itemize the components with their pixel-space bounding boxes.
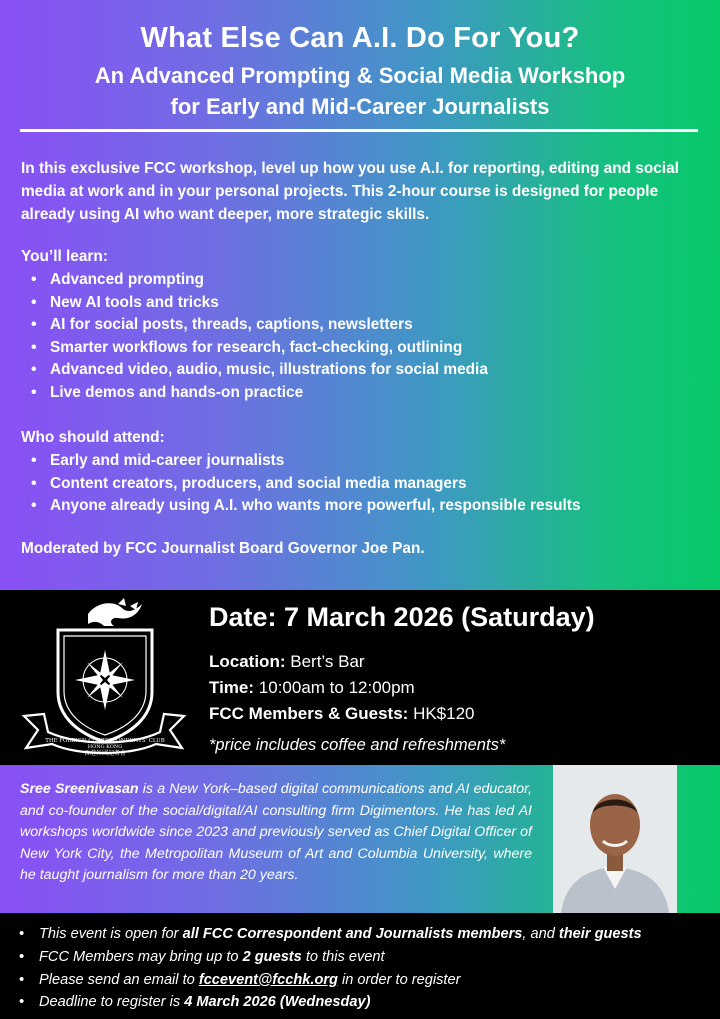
title-divider <box>20 129 698 132</box>
speaker-photo <box>553 765 677 913</box>
footer-item-guests <box>19 946 642 969</box>
footer-item-eligibility <box>19 923 642 946</box>
crest-text-line1: THE FOREIGN CORRESPONDENTS' CLUB <box>45 738 165 744</box>
attend-item: • Content creators, producers, and social media managers <box>21 473 581 496</box>
footer-text: Deadline to register is <box>39 994 185 1011</box>
attend-label: Who should attend: <box>21 429 165 446</box>
event-time <box>209 678 415 698</box>
attend-list <box>21 450 581 518</box>
crest-chinese: 香港外國記者會 <box>83 750 127 757</box>
event-price <box>209 704 475 724</box>
speaker-bio <box>20 779 532 887</box>
price-note: *price includes coffee and refreshments* <box>209 736 506 754</box>
learn-item: • Advanced prompting <box>21 269 488 292</box>
learn-item: • Advanced video, audio, music, illustrations for social media <box>21 359 488 382</box>
footer-emphasis: 2 guests <box>242 948 302 965</box>
footer-emphasis: all FCC Correspondent and Journalists members <box>182 926 523 942</box>
event-date: Date: 7 March 2026 (Saturday) <box>209 602 595 632</box>
registration-list <box>19 923 642 1014</box>
attend-item: • Anyone already using A.I. who wants more powerful, responsible results <box>21 495 581 518</box>
learn-item: • Live demos and hands-on practice <box>21 382 488 405</box>
price-label: FCC Members & Guests: <box>209 704 409 723</box>
time-value: 10:00am to 12:00pm <box>258 678 415 697</box>
time-label: Time: <box>209 678 255 697</box>
event-location <box>209 652 365 672</box>
footer-text: , and <box>522 926 559 942</box>
registration-footer <box>0 913 720 1019</box>
event-details-band <box>0 590 720 765</box>
learn-item: • AI for social posts, threads, captions, newsletters <box>21 314 488 337</box>
price-value: HK$120 <box>413 704 475 723</box>
footer-emphasis: 4 March 2026 (Wednesday) <box>184 994 371 1011</box>
speaker-name: Sree Sreenivasan <box>20 781 139 797</box>
moderator-line: Moderated by FCC Journalist Board Governor Joe Pan. <box>21 540 425 557</box>
learn-label: You’ll learn: <box>21 248 108 265</box>
page-title: What Else Can A.I. Do For You? <box>140 22 580 54</box>
footer-text: in order to register <box>337 971 461 988</box>
learn-list <box>21 269 488 405</box>
intro-paragraph: In this exclusive FCC workshop, level up how you use A.I. for reporting, editing and social media at work and in your personal projects. This 2-hour course is designed for people already using AI who want deeper, more strategic skills. <box>21 160 679 223</box>
fcc-crest-logo <box>18 596 190 760</box>
attend-item: • Early and mid-career journalists <box>21 450 581 473</box>
location-value: Bert’s Bar <box>290 652 365 671</box>
speaker-bio-text: is a New York–based digital communications and AI educator, and co-founder of the social/digital/AI consulting firm Digimentors. He has led AI workshops worldwide since 2023 and previously served as Chief Digital Officer of New York City, the Metropolitan Museum of Art and Columbia University, where he taught journalism for more than 20 years. <box>20 781 532 884</box>
footer-emphasis: their guests <box>558 926 642 942</box>
footer-text: This event is open for <box>39 926 183 942</box>
footer-text: Please send an email to <box>39 971 199 988</box>
location-label: Location: <box>209 652 286 671</box>
speaker-bio-section <box>0 765 720 913</box>
learn-item: • New AI tools and tricks <box>21 292 488 315</box>
crest-text-line2: HONG KONG <box>87 744 123 750</box>
subtitle-line-2: for Early and Mid-Career Journalists <box>170 94 550 119</box>
subtitle-line-1: An Advanced Prompting & Social Media Workshop <box>94 63 626 88</box>
email-link[interactable]: fccevent@fcchk.org <box>198 971 338 988</box>
footer-text: to this event <box>301 948 385 965</box>
footer-text: FCC Members may bring up to <box>39 948 243 965</box>
footer-item-register <box>19 969 642 992</box>
learn-item: • Smarter workflows for research, fact-checking, outlining <box>21 337 488 360</box>
footer-item-deadline <box>19 991 642 1014</box>
speaker-portrait-icon <box>553 765 677 913</box>
